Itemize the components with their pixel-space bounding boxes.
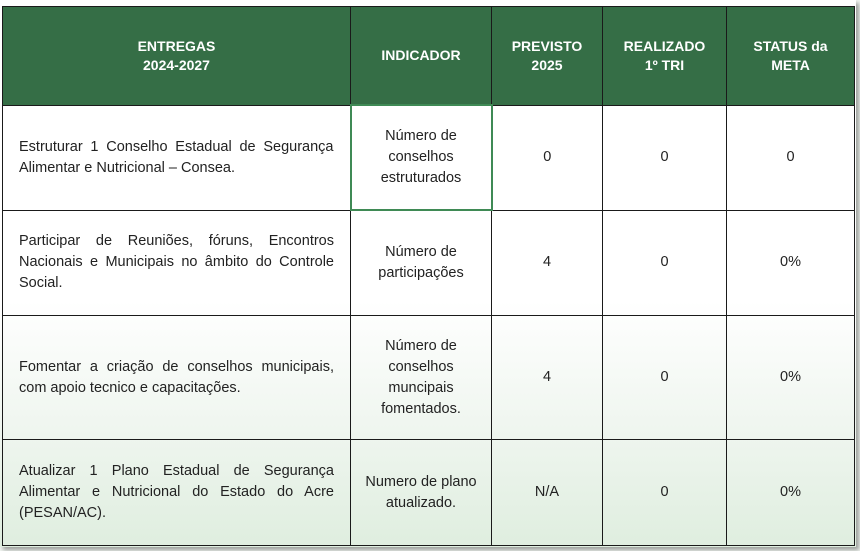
cell-realizado: 0: [603, 440, 727, 546]
header-entregas: ENTREGAS 2024-2027: [3, 7, 351, 106]
table-row: [3, 210, 855, 316]
table-row: [3, 105, 855, 210]
header-realizado: REALIZADO 1º TRI: [603, 7, 727, 106]
cell-realizado: 0: [603, 105, 727, 210]
header-status: STATUS da META: [727, 7, 855, 106]
cell-previsto: 4: [492, 316, 603, 440]
cell-status: 0%: [727, 440, 855, 546]
cell-indicador: Número de conselhos muncipais fomentados.: [351, 316, 492, 440]
cell-status: 0: [727, 105, 855, 210]
header-indicador: INDICADOR: [351, 7, 492, 106]
cell-previsto: 4: [492, 210, 603, 316]
header-row: [3, 7, 855, 106]
cell-entrega: Fomentar a criação de conselhos municipais, com apoio tecnico e capacitações.: [3, 316, 351, 440]
cell-previsto: N/A: [492, 440, 603, 546]
cell-entrega: Participar de Reuniões, fóruns, Encontros Nacionais e Municipais no âmbito do Controle Social.: [3, 210, 351, 316]
cell-entrega: Atualizar 1 Plano Estadual de Segurança Alimentar e Nutricional do Estado do Acre (PESAN/AC).: [3, 440, 351, 546]
cell-indicador: Número de participações: [351, 210, 492, 316]
entregas-table: [2, 6, 855, 546]
cell-status: 0%: [727, 316, 855, 440]
cell-realizado: 0: [603, 316, 727, 440]
header-previsto: PREVISTO 2025: [492, 7, 603, 106]
cell-entrega: Estruturar 1 Conselho Estadual de Segurança Alimentar e Nutricional – Consea.: [3, 105, 351, 210]
cell-status: 0%: [727, 210, 855, 316]
table-row: [3, 440, 855, 546]
cell-previsto: 0: [492, 105, 603, 210]
cell-indicador: Numero de plano atualizado.: [351, 440, 492, 546]
cell-realizado: 0: [603, 210, 727, 316]
table-row: [3, 316, 855, 440]
cell-indicador[interactable]: Número de conselhos estruturados: [351, 105, 492, 210]
